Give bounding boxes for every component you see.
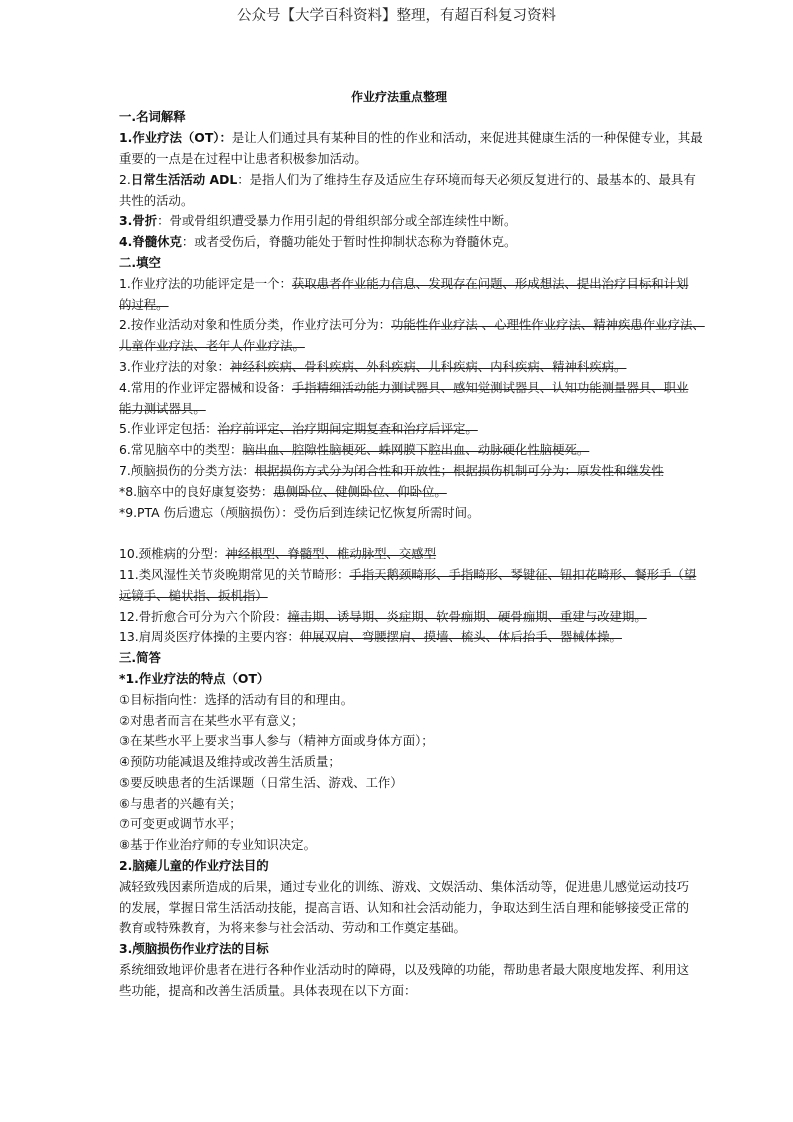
definition-text: 重要的一点是在过程中让患者积极参加活动。	[119, 150, 367, 166]
term: 3.骨折	[119, 213, 158, 229]
term: 1.作业疗法（OT）：	[119, 130, 232, 146]
question-heading: 3.颅脑损伤作业疗法的目标	[119, 941, 269, 957]
definition-text: 是让人们通过具有某种目的性的作业和活动，来促进其健康生活的一种保健专业，其最	[231, 130, 703, 146]
definition-text: ：或者受伤后，脊髓功能处于暂时性抑制状态称为脊髓休克。	[181, 234, 517, 250]
answer: 撞击期、诱导期、炎症期、软骨痂期、硬骨痂期、重建与改建期。	[287, 608, 647, 624]
definition-text: ：骨或骨组织遭受暴力作用引起的骨组织部分或全部连续性中断。	[157, 213, 517, 229]
fill-item	[119, 461, 679, 482]
fill-item	[119, 274, 689, 295]
answer: 根据损伤方式分为闭合性和开放性；根据损伤机制可分为：原发性和继发性	[254, 462, 664, 478]
question: 5.作业评定包括：	[119, 421, 218, 437]
term: 日常生活活动 ADL	[130, 171, 238, 187]
answer: 手指天鹅颈畸形、手指畸形、琴键征、钮扣花畸形、餐形手（望	[349, 566, 697, 582]
answer: 功能性作业疗法 、心理性作业疗法、精神疾患作业疗法、	[391, 317, 705, 333]
fill-item	[119, 607, 679, 628]
question: 3.作业疗法的对象：	[119, 358, 230, 374]
answer: 神经科疾病、骨科疾病、外科疾病、儿科疾病、内科疾病、精神科疾病。	[229, 358, 627, 374]
question: *9.PTA 伤后遗忘（颅脑损伤）：受伤后到连续记忆恢复所需时间。	[119, 504, 480, 520]
answer: 能力测试器具。	[119, 400, 206, 416]
section-heading: 一.名词解释	[119, 109, 186, 125]
question-heading: *1.作业疗法的特点（OT）	[119, 670, 270, 686]
answer-paragraph-line: 些功能，提高和改善生活质量。具体表现在以下方面：	[119, 982, 417, 998]
answer-paragraph-line: 减轻致残因素所造成的后果，通过专业化的训练、游戏、文娱活动、集体活动等，促进患儿感觉运动技巧	[119, 878, 689, 894]
answer: 的过程。	[119, 296, 169, 312]
list-item: ⑥与患者的兴趣有关；	[119, 795, 242, 811]
document-title: 作业疗法重点整理	[350, 89, 447, 104]
definition-text: ：是指人们为了维持生存及适应生存环境而每天必须反复进行的、最基本的、最具有	[237, 171, 696, 187]
term: 4.脊髓休克	[119, 234, 182, 250]
question: 11.类风湿性关节炎晚期常见的关节畸形：	[119, 566, 350, 582]
question: 7.颅脑损伤的分类方法：	[119, 462, 255, 478]
fill-item	[119, 627, 679, 648]
question: 4.常用的作业评定器械和设备：	[119, 379, 292, 395]
answer: 伸展双肩、弯腰摆肩、摸墙、梳头、体后抬手、器械体操。	[299, 629, 622, 645]
answer-paragraph-line: 的发展，掌握日常生活活动技能，提高言语、认知和社会活动能力，争取达到生活自理和能够接受正常的	[119, 899, 689, 915]
question: 10.颈椎病的分型：	[119, 546, 226, 562]
fill-item	[119, 357, 679, 378]
answer-paragraph-line: 教育或特殊教育，为将来参与社会活动、劳动和工作奠定基础。	[119, 920, 466, 936]
list-item: ⑤要反映患者的生活课题（日常生活、游戏、工作）	[119, 774, 403, 790]
page-header-watermark: 公众号【大学百科资料】整理，有超百科复习资料	[237, 8, 556, 24]
question: 1.作业疗法的功能评定是一个：	[119, 275, 292, 291]
section-heading: 二.填空	[119, 254, 161, 270]
document-body	[119, 87, 705, 1002]
answer: 远镜手、槌状指、扳机指）	[119, 587, 268, 603]
fill-item	[119, 315, 705, 336]
answer: 神经根型、脊髓型、椎动脉型、交感型	[225, 546, 437, 562]
question: 13.肩周炎医疗体操的主要内容：	[119, 629, 300, 645]
list-item: ②对患者而言在某些水平有意义；	[119, 712, 304, 728]
question-heading: 2.脑瘫儿童的作业疗法目的	[119, 858, 269, 874]
definition-item	[119, 170, 696, 191]
question: *8.脑卒中的良好康复姿势：	[119, 483, 274, 499]
answer: 患侧卧位、健侧卧位、仰卧位。	[273, 483, 447, 499]
answer: 手指精细活动能力测试器具、感知觉测试器具、认知功能测量器具、职业	[291, 379, 689, 395]
question: 2.按作业活动对象和性质分类，作业疗法可分为：	[119, 317, 392, 333]
answer: 获取患者作业能力信息、发现存在问题、形成想法、提出治疗目标和计划	[291, 275, 689, 291]
item-number: 2.	[119, 171, 131, 187]
fill-item	[119, 503, 679, 524]
fill-item	[119, 565, 697, 586]
definition-item	[119, 211, 679, 232]
question: 6.常见脑卒中的类型：	[119, 442, 243, 458]
list-item: ⑦可变更或调节水平；	[119, 816, 242, 832]
definition-text: 共性的活动。	[119, 192, 194, 208]
question: 12.骨折愈合可分为六个阶段：	[119, 608, 288, 624]
answer: 儿童作业疗法、老年人作业疗法。	[119, 338, 305, 354]
fill-item	[119, 440, 679, 461]
answer: 脑出血、腔隙性脑梗死、蛛网膜下腔出血、动脉硬化性脑梗死。	[242, 442, 590, 458]
list-item: ③在某些水平上要求当事人参与（精神方面或身体方面）；	[119, 733, 434, 749]
answer: 治疗前评定、治疗期间定期复查和治疗后评定。	[217, 421, 478, 437]
section-heading: 三.简答	[119, 650, 161, 666]
definition-item	[119, 128, 703, 149]
fill-item	[119, 482, 679, 503]
list-item: ④预防功能减退及维持或改善生活质量；	[119, 754, 341, 770]
definition-item	[119, 232, 679, 253]
blank-line	[119, 523, 679, 544]
fill-item	[119, 378, 689, 399]
fill-item	[119, 419, 679, 440]
list-item: ①目标指向性：选择的活动有目的和理由。	[119, 691, 354, 707]
list-item: ⑧基于作业治疗师的专业知识决定。	[119, 837, 316, 853]
fill-item	[119, 544, 679, 565]
answer-paragraph-line: 系统细致地评价患者在进行各种作业活动时的障碍，以及残障的功能，帮助患者最大限度地发挥、利用这	[119, 962, 689, 978]
